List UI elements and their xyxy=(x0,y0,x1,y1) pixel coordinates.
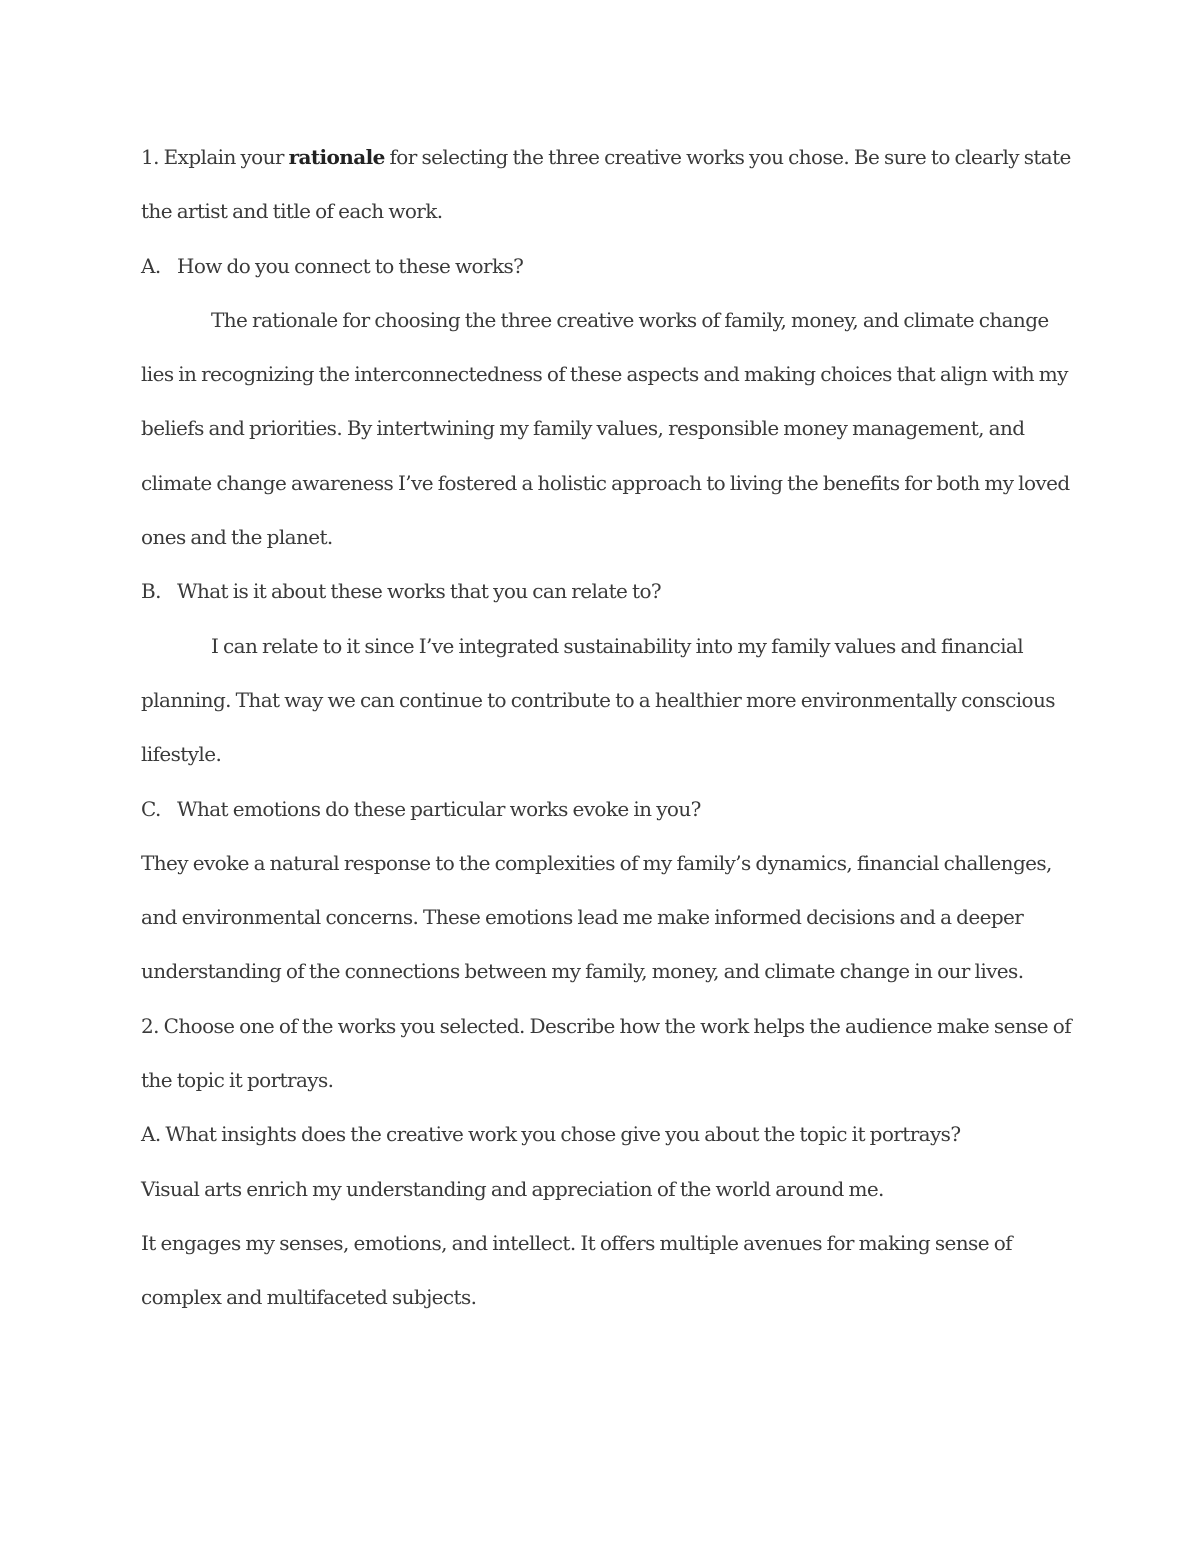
question-1b-marker: B. xyxy=(141,579,161,604)
answer-1a: The rationale for choosing the three creative works of family, money, and climate change lies in recognizing the interconnectedness of these aspects and making choices that align with my beliefs and priorities. By intertwining my family values, responsible money management, and climate change awareness I’ve fostered a holistic approach to living the benefits for both my loved ones and the planet. xyxy=(141,307,1070,550)
question-1c-marker: C. xyxy=(141,796,161,821)
question-2a: A. What insights does the creative work you chose give you about the topic it portrays? xyxy=(141,1122,961,1147)
question-1-prefix: 1. Explain your xyxy=(141,145,289,169)
answer-1b: I can relate to it since I’ve integrated sustainability into my family values and financial planning. That way we can continue to contribute to a healthier more environmentally conscious lifestyle. xyxy=(141,633,1055,767)
question-1-bold-word: rationale xyxy=(288,145,385,169)
question-1-suffix: for selecting the three creative works you chose. Be sure to clearly state the artist and title of each work. xyxy=(141,145,1071,224)
question-1b xyxy=(141,564,1071,618)
answer-2a-line2: It engages my senses, emotions, and intellect. It offers multiple avenues for making sense of complex and multifaceted subjects. xyxy=(141,1230,1012,1310)
answer-1c: They evoke a natural response to the complexities of my family’s dynamics, financial challenges, and environmental concerns. These emotions lead me make informed decisions and a deeper understanding of the connections between my family, money, and climate change in our lives. xyxy=(141,850,1052,984)
question-1a-marker: A. xyxy=(141,253,161,278)
document-body xyxy=(141,130,1071,1325)
question-1c xyxy=(141,782,1071,836)
question-1a xyxy=(141,239,1071,293)
question-1b-text: What is it about these works that you can relate to? xyxy=(177,579,662,604)
answer-2a-line1: Visual arts enrich my understanding and appreciation of the world around me. xyxy=(141,1176,884,1201)
question-2: 2. Choose one of the works you selected. Describe how the work helps the audience make sense of the topic it portrays. xyxy=(141,1013,1071,1093)
question-1 xyxy=(141,130,1071,239)
question-1a-text: How do you connect to these works? xyxy=(177,253,524,278)
question-1c-text: What emotions do these particular works evoke in you? xyxy=(177,796,701,821)
